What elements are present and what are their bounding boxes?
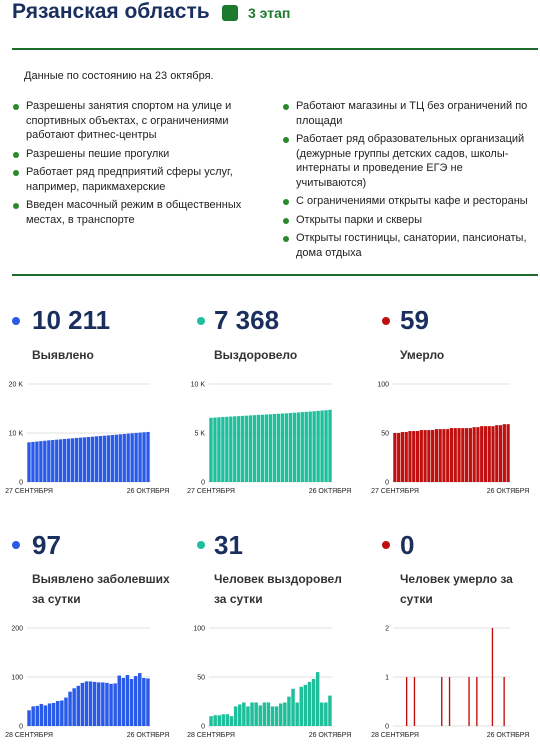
bar <box>51 440 54 482</box>
bar <box>289 413 292 482</box>
bar <box>56 701 59 726</box>
bar <box>39 441 42 482</box>
bar <box>295 702 298 726</box>
bar <box>146 432 149 482</box>
bar <box>305 412 308 482</box>
bar <box>507 424 510 482</box>
bar <box>93 682 96 726</box>
x-tick-label: 26 ОКТЯБРЯ <box>308 488 352 495</box>
total-cases-label: Выявлено <box>32 348 94 362</box>
bar <box>465 428 468 482</box>
bar <box>254 702 257 726</box>
bar <box>134 433 137 482</box>
daily-deaths-label: Человек умерло за сутки <box>400 572 513 606</box>
bar <box>320 702 323 726</box>
x-tick-label: 26 ОКТЯБРЯ <box>308 732 352 739</box>
total-recovered-dot-icon <box>197 317 205 325</box>
list-item <box>282 213 530 228</box>
stage-label: 3 этап <box>248 5 291 21</box>
bar <box>40 704 43 726</box>
daily-deaths-value: 0 <box>400 530 415 560</box>
bar <box>138 673 141 726</box>
bar <box>499 425 502 482</box>
bar <box>213 418 216 482</box>
bar <box>31 706 34 726</box>
bar <box>234 706 237 726</box>
bar <box>122 678 125 726</box>
bar <box>95 436 98 482</box>
bar <box>237 416 240 482</box>
list-item-text: Работают магазины и ТЦ без ограничений по площади <box>296 100 528 127</box>
bar <box>249 415 252 482</box>
bar <box>75 438 78 482</box>
bullet-icon <box>283 199 289 205</box>
bar <box>328 696 331 726</box>
bar <box>225 417 228 482</box>
bar <box>213 715 216 726</box>
bar <box>101 682 104 726</box>
bar <box>287 697 290 726</box>
bullet-icon <box>13 203 19 209</box>
daily-recovered-chart <box>182 622 362 744</box>
y-tick-label: 0 <box>201 723 205 731</box>
bar <box>484 426 487 482</box>
bar <box>324 410 327 482</box>
bar <box>435 429 438 482</box>
bar <box>423 430 426 482</box>
bar <box>271 706 274 726</box>
y-tick-label: 20 K <box>8 381 23 389</box>
daily-recovered-label: Человек выздоровел за сутки <box>214 572 342 606</box>
list-item <box>12 165 262 194</box>
bar <box>420 430 423 482</box>
y-tick-label: 5 K <box>194 430 205 438</box>
x-tick-label: 27 СЕНТЯБРЯ <box>371 488 419 495</box>
middle-divider <box>12 274 538 276</box>
bar <box>107 435 110 482</box>
bar <box>246 706 249 726</box>
bar <box>217 417 220 482</box>
y-tick-label: 50 <box>381 430 389 438</box>
bar <box>297 412 300 482</box>
bar <box>130 433 133 482</box>
daily-cases-label: Выявлено заболевших за сутки <box>32 572 170 606</box>
x-tick-label: 28 СЕНТЯБРЯ <box>371 732 419 739</box>
bar <box>119 434 122 482</box>
bar <box>238 704 241 726</box>
bullet-icon <box>283 104 289 110</box>
bar <box>291 689 294 726</box>
y-tick-label: 2 <box>385 625 389 633</box>
bar <box>250 702 253 726</box>
list-item <box>12 198 262 227</box>
bar <box>47 440 50 482</box>
bar <box>414 677 415 726</box>
y-tick-label: 0 <box>385 479 389 487</box>
bar <box>275 706 278 726</box>
bar <box>63 439 66 482</box>
bar <box>31 442 34 482</box>
total-cases-value: 10 211 <box>32 305 111 335</box>
x-tick-label: 26 ОКТЯБРЯ <box>486 732 530 739</box>
bar <box>218 715 221 726</box>
bar <box>130 679 133 726</box>
daily-deaths-chart <box>366 622 540 744</box>
list-item <box>282 132 530 190</box>
bar <box>480 426 483 482</box>
x-tick-label: 28 СЕНТЯБРЯ <box>187 732 235 739</box>
y-tick-label: 10 K <box>190 381 205 389</box>
daily-recovered-value: 31 <box>214 530 243 560</box>
bar <box>393 433 396 482</box>
bar <box>146 678 149 726</box>
bar <box>142 678 145 726</box>
bar <box>55 440 58 482</box>
bar <box>48 703 51 726</box>
total-deaths-chart <box>366 378 540 500</box>
bar <box>99 436 102 482</box>
bar <box>261 415 264 482</box>
bar <box>115 435 118 482</box>
y-tick-label: 50 <box>197 674 205 682</box>
bar <box>324 702 327 726</box>
bar <box>312 679 315 726</box>
y-tick-label: 10 K <box>8 430 23 438</box>
y-tick-label: 100 <box>193 625 205 633</box>
bar <box>461 428 464 482</box>
bar <box>491 426 494 482</box>
bar <box>476 427 479 482</box>
list-item-text: Работает ряд образовательных организаций (дежурные группы детских садов, школы-интернаты и проведение ЕГЭ не учитываются) <box>296 133 525 189</box>
list-item-text: Открыты гостиницы, санатории, пансионаты, дома отдыха <box>296 232 527 259</box>
bar <box>405 432 408 482</box>
bar <box>134 676 137 726</box>
bullet-icon <box>283 137 289 143</box>
list-item-text: Разрешены пешие прогулки <box>26 147 170 160</box>
bar <box>401 432 404 482</box>
bar <box>226 714 229 726</box>
bar <box>229 417 232 482</box>
bar <box>138 433 141 482</box>
measures-left-list <box>12 99 262 231</box>
bar <box>59 439 62 482</box>
bar <box>473 427 476 482</box>
daily-deaths-dot-icon <box>382 541 390 549</box>
bar <box>469 428 472 482</box>
measures-right-list <box>282 99 530 264</box>
bar <box>488 426 491 482</box>
bar <box>416 431 419 482</box>
bar <box>79 438 82 482</box>
bar <box>85 681 88 726</box>
bullet-icon <box>283 236 289 242</box>
bar <box>64 698 67 726</box>
bar <box>431 430 434 482</box>
bar <box>446 429 449 482</box>
x-tick-label: 26 ОКТЯБРЯ <box>486 488 530 495</box>
bar <box>304 685 307 726</box>
total-deaths-label: Умерло <box>400 348 445 362</box>
bar <box>253 415 256 482</box>
bar <box>209 418 212 482</box>
bar <box>209 716 212 726</box>
bar <box>109 684 112 726</box>
x-tick-label: 28 СЕНТЯБРЯ <box>5 732 53 739</box>
bar <box>126 434 129 482</box>
bar <box>476 677 477 726</box>
list-item-text: Введен масочный режим в общественных местах, в транспорте <box>26 199 242 226</box>
bar <box>72 688 75 726</box>
bar <box>503 677 504 726</box>
bar <box>279 703 282 726</box>
list-item-text: Работает ряд предприятий сферы услуг, например, парикмахерские <box>26 166 233 193</box>
bar <box>454 428 457 482</box>
bar <box>43 441 46 482</box>
list-item <box>282 231 530 260</box>
total-cases-chart <box>0 378 180 500</box>
bar <box>301 412 304 482</box>
x-tick-label: 26 ОКТЯБРЯ <box>126 732 170 739</box>
top-divider <box>12 48 538 50</box>
list-item-text: Разрешены занятия спортом на улице и спортивных объектах, с ограничениями работают фитнес-центры <box>26 100 232 141</box>
list-item-text: Открыты парки и скверы <box>296 213 423 226</box>
bar <box>89 681 92 726</box>
bar <box>406 677 407 726</box>
daily-cases-chart <box>0 622 180 744</box>
bar <box>113 683 116 726</box>
x-tick-label: 27 СЕНТЯБРЯ <box>187 488 235 495</box>
bar <box>44 705 47 726</box>
bar <box>457 428 460 482</box>
bar <box>97 682 100 726</box>
bar <box>242 702 245 726</box>
bar <box>285 413 288 482</box>
bar <box>259 705 262 726</box>
bar <box>316 411 319 482</box>
bar <box>71 438 74 482</box>
bullet-icon <box>13 152 19 158</box>
bar <box>27 710 30 726</box>
y-tick-label: 1 <box>385 674 389 682</box>
y-tick-label: 0 <box>385 723 389 731</box>
bar <box>281 414 284 483</box>
list-item-text: С ограничениями открыты кафе и рестораны <box>296 195 528 207</box>
bar <box>245 416 248 482</box>
x-tick-label: 27 СЕНТЯБРЯ <box>5 488 53 495</box>
bar <box>408 431 411 482</box>
bar <box>277 414 280 482</box>
bar <box>283 702 286 726</box>
bar <box>111 435 114 482</box>
bullet-icon <box>13 104 19 110</box>
bar <box>67 439 70 482</box>
bullet-icon <box>283 218 289 224</box>
total-cases-dot-icon <box>12 317 20 325</box>
daily-cases-value: 97 <box>32 530 61 560</box>
list-item <box>12 147 262 162</box>
y-tick-label: 100 <box>11 674 23 682</box>
bullet-icon <box>13 170 19 176</box>
bar <box>91 437 94 482</box>
stage-indicator-icon <box>222 5 238 21</box>
y-tick-label: 0 <box>201 479 205 487</box>
bar <box>441 677 442 726</box>
bar <box>35 442 38 482</box>
bar <box>442 429 445 482</box>
bar <box>81 683 84 726</box>
bar <box>126 675 129 726</box>
x-tick-label: 26 ОКТЯБРЯ <box>126 488 170 495</box>
bar <box>427 430 430 482</box>
bar <box>495 425 498 482</box>
bar <box>103 436 106 482</box>
bar <box>450 428 453 482</box>
bar <box>233 416 236 482</box>
bar <box>320 411 323 482</box>
bar <box>273 414 276 482</box>
list-item <box>282 194 530 209</box>
list-item <box>12 99 262 143</box>
bar <box>230 716 233 726</box>
bar <box>27 442 30 482</box>
bar <box>105 683 108 726</box>
bar <box>118 676 121 726</box>
total-deaths-value: 59 <box>400 305 429 335</box>
bar <box>68 692 71 726</box>
total-recovered-chart <box>182 378 362 500</box>
y-tick-label: 0 <box>19 479 23 487</box>
list-item <box>282 99 530 128</box>
total-deaths-dot-icon <box>382 317 390 325</box>
bar <box>222 714 225 726</box>
y-tick-label: 0 <box>19 723 23 731</box>
bar <box>87 437 90 482</box>
bar <box>60 701 63 726</box>
y-tick-label: 100 <box>377 381 389 389</box>
bar <box>397 433 400 482</box>
bar <box>293 413 296 482</box>
total-recovered-value: 7 368 <box>214 305 280 335</box>
bar <box>241 416 244 482</box>
daily-recovered-dot-icon <box>197 541 205 549</box>
y-tick-label: 200 <box>11 625 23 633</box>
bar <box>142 432 145 482</box>
bar <box>492 628 493 726</box>
bar <box>300 687 303 726</box>
bar <box>221 417 224 482</box>
bar <box>412 431 415 482</box>
bar <box>449 677 450 726</box>
bar <box>308 412 311 482</box>
bar <box>503 424 506 482</box>
bar <box>468 677 469 726</box>
bar <box>269 414 272 482</box>
bar <box>312 411 315 482</box>
bar <box>328 410 331 482</box>
as-of-date: Данные по состоянию на 23 октября. <box>24 70 214 82</box>
region-title: Рязанская область <box>12 0 210 23</box>
bar <box>36 706 39 726</box>
bar <box>308 682 311 726</box>
bar <box>439 429 442 482</box>
total-recovered-label: Выздоровело <box>214 348 298 362</box>
bar <box>83 437 86 482</box>
bar <box>316 672 319 726</box>
bar <box>267 702 270 726</box>
bar <box>263 702 266 726</box>
bar <box>52 703 55 726</box>
bar <box>123 434 126 482</box>
bar <box>265 414 268 482</box>
bar <box>257 415 260 482</box>
daily-cases-dot-icon <box>12 541 20 549</box>
bar <box>77 686 80 726</box>
